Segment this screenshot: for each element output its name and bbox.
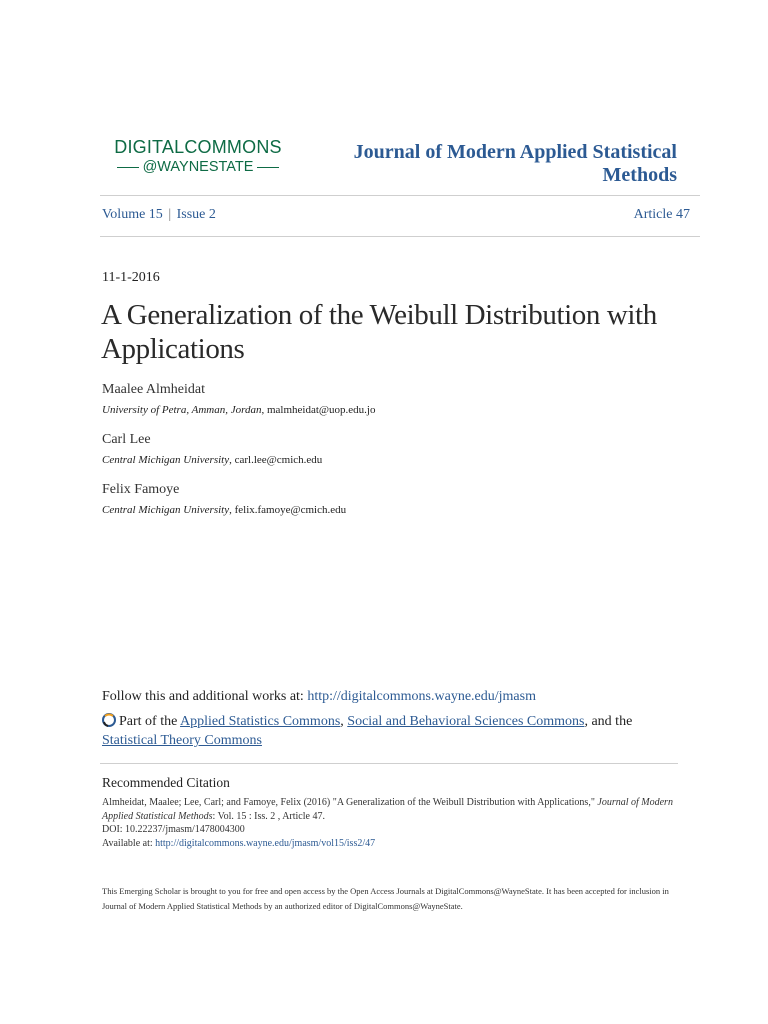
digitalcommons-logo[interactable]	[109, 137, 287, 175]
issue-link[interactable]: Issue 2	[176, 207, 216, 222]
author-block	[102, 381, 662, 418]
journal-title-link[interactable]	[317, 141, 677, 187]
logo-bottom-text: @WAYNESTATE	[142, 159, 254, 175]
available-label: Available at:	[102, 837, 156, 849]
author-institution: Central Michigan University	[102, 504, 230, 516]
statistical-theory-commons-link[interactable]: Statistical Theory Commons	[102, 733, 262, 748]
divider-citation	[100, 763, 678, 764]
publication-date: 11-1-2016	[102, 270, 160, 285]
logo-bottom-row	[109, 159, 287, 175]
author-institution: University of Petra, Amman, Jordan	[102, 404, 262, 416]
citation-journal: Journal of Modern Applied Statistical Methods	[102, 797, 673, 822]
logo-rule-right	[257, 167, 279, 168]
article-link[interactable]: Article 47	[633, 207, 690, 222]
follow-line	[102, 689, 536, 705]
issue-separator: |	[168, 207, 172, 222]
and-the-text: , and the	[584, 714, 633, 729]
citation-volume: : Vol. 15 : Iss. 2 , Article 47.	[212, 810, 325, 822]
author-block	[102, 481, 662, 518]
part-of-prefix: Part of the	[119, 714, 181, 729]
divider-issue	[100, 236, 700, 237]
footer-notice: This Emerging Scholar is brought to you for free and open access by the Open Access Journals at DigitalCommons@WayneState. It has been accepted for inclusion in Journal of Modern Applied Statistical Methods by an authorized editor of DigitalCommons@WayneState.	[102, 886, 669, 911]
logo-top-text: DIGITALCOMMONS	[114, 137, 282, 157]
applied-statistics-commons-link[interactable]: Applied Statistics Commons	[180, 714, 341, 729]
volume-link[interactable]: Volume 15	[102, 207, 163, 222]
journal-title-line1: Journal of Modern Applied Statistical	[353, 141, 677, 163]
author-name[interactable]: Carl Lee	[102, 432, 151, 447]
author-affiliation: Central Michigan University, carl.lee@cmich.edu	[102, 454, 323, 466]
author-email: malmheidat@uop.edu.jo	[266, 404, 376, 416]
comma-separator: ,	[340, 714, 348, 729]
author-email: felix.famoye@cmich.edu	[234, 504, 347, 516]
author-affiliation: University of Petra, Amman, Jordan, malmheidat@uop.edu.jo	[102, 404, 376, 416]
author-name[interactable]: Felix Famoye	[102, 482, 180, 497]
journal-title-line2: Methods	[602, 164, 677, 186]
social-behavioral-commons-link[interactable]: Social and Behavioral Sciences Commons	[347, 714, 585, 729]
follow-text: Follow this and additional works at:	[102, 689, 308, 704]
citation-heading: Recommended Citation	[102, 775, 230, 790]
article-title: A Generalization of the Weibull Distribution with Applications	[101, 299, 657, 365]
citation-authors: Almheidat, Maalee; Lee, Carl; and Famoye, Felix (2016) "A Generalization of the Weibull Distribution with Applications,"	[102, 797, 598, 808]
part-of-line	[102, 712, 682, 750]
author-institution: Central Michigan University	[102, 454, 230, 466]
logo-rule-left	[117, 167, 139, 168]
commons-network-icon	[102, 713, 116, 727]
follow-url-link[interactable]: http://digitalcommons.wayne.edu/jmasm	[307, 689, 536, 704]
author-email: carl.lee@cmich.edu	[234, 454, 323, 466]
issue-row	[102, 207, 690, 223]
citation-doi: DOI: 10.22237/jmasm/1478004300	[102, 824, 245, 835]
citation-body	[102, 796, 682, 850]
divider-top	[100, 195, 700, 196]
author-affiliation: Central Michigan University, felix.famoye@cmich.edu	[102, 504, 347, 516]
author-block	[102, 431, 662, 468]
available-url-link[interactable]: http://digitalcommons.wayne.edu/jmasm/vol15/iss2/47	[155, 837, 376, 849]
author-name[interactable]: Maalee Almheidat	[102, 382, 206, 397]
